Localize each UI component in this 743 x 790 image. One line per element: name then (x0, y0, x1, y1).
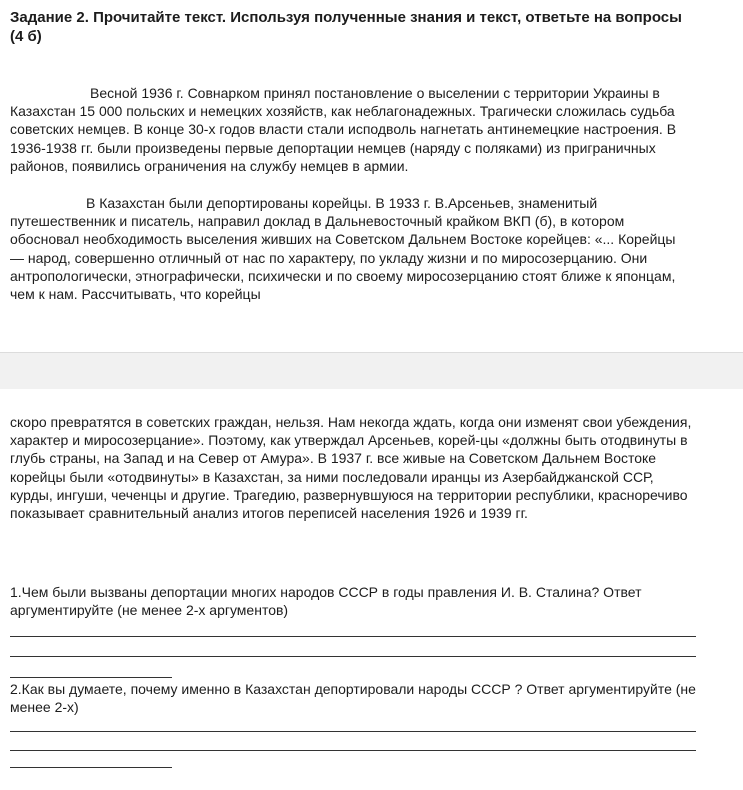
page-break (0, 352, 743, 390)
question-1: 1.Чем были вызваны депортации многих народов СССР в годы правления И. В. Сталина? Ответ аргументируйте (не менее 2-х аргументов) (10, 584, 642, 618)
answer-line[interactable] (10, 636, 696, 637)
paragraph-1: Весной 1936 г. Совнарком принял постановление о выселении с территории Украины в Казахстан 15 000 польских и немецких хозяйств, как неблагонадежных. Трагически сложилась судьба советских немцев. В конце 30-х годов власти стали исподволь нагнетать антинемецкие настроения. В 1936-1938 гг. были произведены первые депортации немцев (наряду с поляками) из приграничных районов, появились ограничения на службу немцев в армии. (10, 85, 677, 174)
answer-line[interactable] (10, 767, 172, 768)
question-2: 2.Как вы думаете, почему именно в Казахстан депортировали народы СССР ? Ответ аргументируйте (не менее 2-х) (10, 681, 696, 715)
paragraph-2-part-1: В Казахстан были депортированы корейцы. В 1933 г. В.Арсеньев, знаменитый путешественник и писатель, направил доклад в Дальневосточный крайком ВКП (б), в котором обосновал необходимость выселения живших на Советском Дальнем Востоке корейцев: «... Корейцы — народ, совершенно отличный от нас по характеру, по укладу жизни и по миросозерцанию. Они антропологически, этнографически, психически и по своему миросозерцанию стоят ближе к японцам, чем к нам. Рассчитывать, что корейцы (10, 195, 676, 303)
page-bottom (0, 389, 743, 790)
answer-line[interactable] (10, 731, 696, 732)
paragraph-2-part-2: скоро превратятся в советских граждан, нельзя. Нам некогда ждать, когда они изменят свои убеждения, характер и миросозерцание». Поэтому, как утверждал Арсеньев, корей-цы «должны быть отодвинуты в глубь страны, на Запад и на Север от Амура». В 1937 г. все живые на Советском Дальнем Востоке корейцы были «отодвинуты» в Казахстан, за ними последовали иранцы из Азербайджанской ССР, курды, ингуши, чеченцы и другие. Трагедию, развернувшуюся на территории республики, красноречиво показывает сравнительный анализ итогов переписей населения 1926 и 1939 гг. (10, 414, 692, 522)
task-title: Задание 2. Прочитайте текст. Используя полученные знания и текст, ответьте на вопросы (10, 9, 682, 26)
task-header (10, 8, 725, 46)
answer-line[interactable] (10, 750, 696, 751)
answer-line[interactable] (10, 677, 172, 678)
page-top (0, 0, 743, 352)
answer-line[interactable] (10, 656, 696, 657)
task-points: (4 б) (10, 28, 42, 45)
